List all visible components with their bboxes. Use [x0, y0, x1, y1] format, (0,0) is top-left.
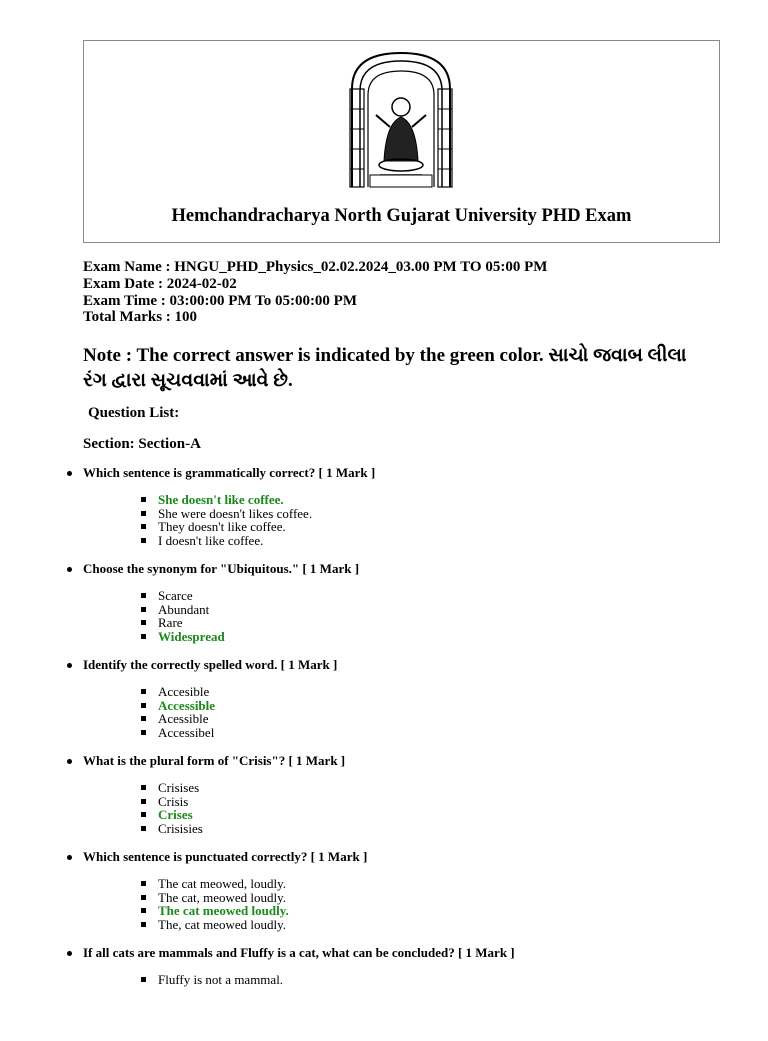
answer-options: [139, 877, 744, 932]
exam-name: Exam Name : HNGU_PHD_Physics_02.02.2024_03.00 PM TO 05:00 PM: [83, 259, 548, 275]
answer-option: Accesible: [139, 685, 744, 699]
correct-answer-option: She doesn't like coffee.: [139, 493, 744, 507]
university-title: Hemchandracharya North Gujarat University PHD Exam: [171, 206, 632, 226]
question-text: If all cats are mammals and Fluffy is a cat, what can be concluded? [ 1 Mark ]: [83, 945, 515, 960]
answer-option: The cat, meowed loudly.: [139, 891, 744, 905]
question-item: [64, 561, 744, 657]
total-marks: Total Marks : 100: [83, 309, 198, 326]
answer-options: [139, 685, 744, 740]
answer-option: Crisis: [139, 795, 744, 809]
answer-note: Note : The correct answer is indicated by the green color. સાચો જવાબ લીલા રંગ દ્વારા સૂચવવામાં આવે છે.: [83, 345, 687, 391]
answer-option: Scarce: [139, 589, 744, 603]
question-list: [64, 465, 744, 1041]
question-item: [64, 657, 744, 753]
answer-option: Crisises: [139, 781, 744, 795]
question-item: [64, 465, 744, 561]
answer-option: The cat meowed, loudly.: [139, 877, 744, 891]
answer-option: Rare: [139, 616, 744, 630]
question-text: Which sentence is punctuated correctly? [ 1 Mark ]: [83, 849, 368, 864]
exam-time: Exam Time : 03:00:00 PM To 05:00:00 PM: [83, 292, 358, 309]
answer-option: Crisisies: [139, 822, 744, 836]
answer-options: [139, 973, 744, 987]
answer-option: I doesn't like coffee.: [139, 534, 744, 548]
answer-option: They doesn't like coffee.: [139, 520, 744, 534]
question-text: What is the plural form of "Crisis"? [ 1 Mark ]: [83, 753, 346, 768]
correct-answer-option: Crises: [139, 808, 744, 822]
question-item: [64, 753, 744, 849]
answer-option: She were doesn't likes coffee.: [139, 507, 744, 521]
correct-answer-option: Widespread: [139, 630, 744, 644]
question-text: Identify the correctly spelled word. [ 1 Mark ]: [83, 657, 338, 672]
answer-option: Abundant: [139, 603, 744, 617]
answer-option: Acessible: [139, 712, 744, 726]
correct-answer-option: Accessible: [139, 699, 744, 713]
answer-option: Fluffy is not a mammal.: [139, 973, 744, 987]
answer-options: [139, 589, 744, 644]
question-text: Which sentence is grammatically correct? [ 1 Mark ]: [83, 465, 376, 480]
answer-option: The, cat meowed loudly.: [139, 918, 744, 932]
correct-answer-option: The cat meowed loudly.: [139, 904, 744, 918]
question-item: [64, 945, 744, 1041]
exam-details: [83, 259, 547, 326]
question-text: Choose the synonym for "Ubiquitous." [ 1 Mark ]: [83, 561, 360, 576]
answer-options: [139, 781, 744, 836]
exam-date: Exam Date : 2024-02-02: [83, 275, 237, 292]
section-title: Section: Section-A: [83, 436, 201, 452]
question-list-title: Question List:: [88, 405, 180, 421]
answer-option: Accessibel: [139, 726, 744, 740]
question-item: [64, 849, 744, 945]
header-box: [83, 40, 720, 243]
university-logo-icon: [340, 49, 462, 189]
answer-options: [139, 493, 744, 548]
